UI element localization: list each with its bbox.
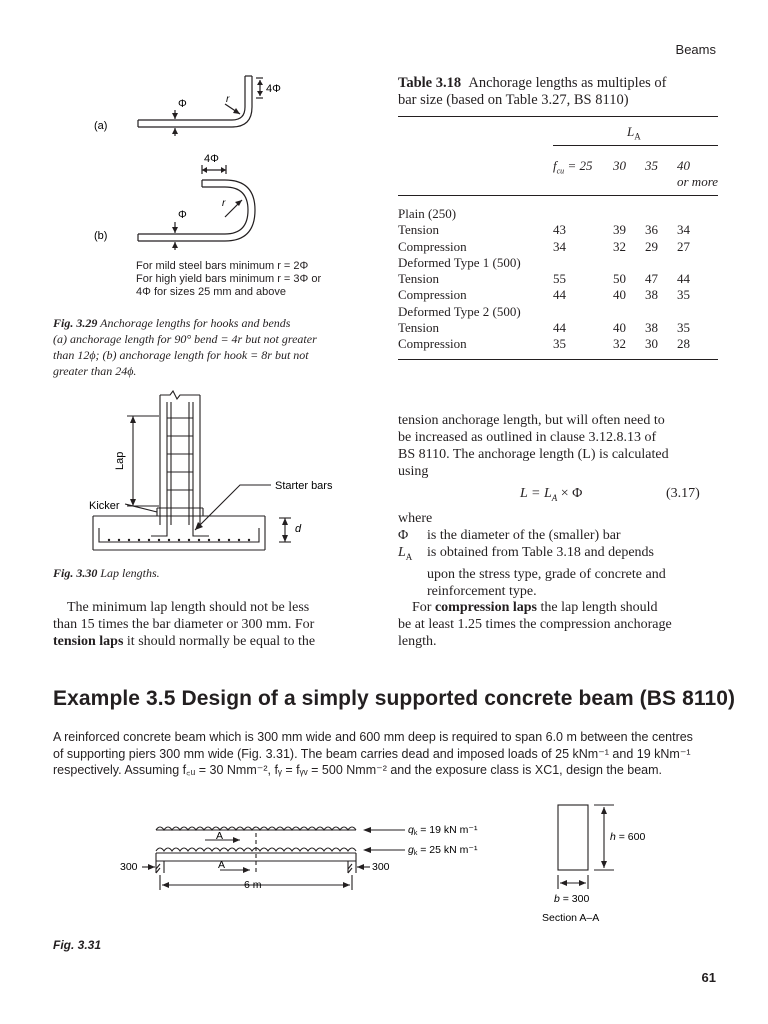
row-label: Deformed Type 2 (500) [398, 303, 521, 319]
fig-3-29-caption [53, 315, 373, 379]
row-label: Tension [398, 320, 439, 336]
h-value: = 600 [615, 831, 646, 843]
fig-3-29-note [136, 260, 321, 299]
label-b: (b) [94, 230, 108, 242]
example-line: of supporting piers 300 mm wide (Fig. 3.31). The beam carries dead and imposed loads of 25 kNm⁻¹ and 19 kNm⁻¹ [53, 746, 691, 761]
def-symbol: Φ [398, 528, 409, 543]
para-line: tension anchorage length, but will often need to [398, 413, 665, 428]
table-cell: 32 [613, 336, 626, 352]
col-header-note: or more [677, 174, 719, 189]
table-row [398, 222, 718, 238]
table-title-text: Anchorage lengths as multiples of [468, 75, 667, 91]
fcu-value: = 25 [564, 158, 593, 173]
row-label: Compression [398, 238, 467, 254]
table-cell: 39 [613, 222, 626, 238]
caption-number: Fig. 3.29 [53, 316, 98, 330]
example-line: respectively. Assuming f꜀ᵤ = 30 Nmm⁻², fᵧ = fᵧᵥ = 500 Nmm⁻² and the exposure class is XC1, design the beam. [53, 763, 663, 777]
left-support-width: 300 [120, 861, 138, 873]
col-header-35: 35 [645, 158, 658, 173]
table-cell: 44 [553, 287, 566, 303]
b-symbol: b [554, 893, 560, 905]
note-line: For mild steel bars minimum r = 2Φ [136, 260, 309, 272]
row-label: Plain (250) [398, 206, 457, 221]
def-text: upon the stress type, grade of concrete and [427, 566, 666, 582]
fcu-symbol: f [553, 158, 557, 173]
para-line: be increased as outlined in clause 3.12.8.13 of [398, 430, 657, 445]
section-a-bottom: A [218, 859, 226, 871]
fig-3-31-drawing [110, 795, 720, 930]
equation-number: (3.17) [666, 486, 700, 501]
section-label: Section A–A [542, 912, 600, 924]
running-header: Beams [675, 42, 716, 57]
fig-3-30-caption [53, 565, 160, 581]
col-header-30: 30 [613, 158, 626, 173]
caption-text: greater than 24ϕ. [53, 364, 137, 378]
para-text: it should normally be equal to the [123, 634, 316, 649]
fcu-subscript: cu [556, 166, 565, 176]
table-cell: 47 [645, 271, 658, 287]
table-row [398, 320, 718, 336]
def-text: reinforcement type. [427, 583, 537, 599]
four-phi-a-label: 4Φ [266, 83, 281, 95]
example-text [53, 729, 723, 779]
b-value: = 300 [559, 893, 590, 905]
table-row [398, 287, 718, 303]
table-cell: 40 [613, 287, 626, 303]
table-cell: 35 [677, 287, 690, 303]
table-cell: 27 [677, 238, 690, 254]
r-a-label: r [226, 94, 230, 105]
note-line: 4Φ for sizes 25 mm and above [136, 286, 287, 298]
fig-3-30-drawing [85, 390, 365, 555]
four-phi-b-label: 4Φ [204, 153, 219, 165]
la-rule [553, 145, 718, 146]
example-line: A reinforced concrete beam which is 300 mm wide and 600 mm deep is required to span 6.0 m between the centres [53, 730, 693, 744]
span-label: 6 m [244, 879, 262, 891]
gk-label [408, 844, 478, 857]
caption-text: (a) anchorage length for 90° bend = 4r but not greater [53, 332, 317, 346]
para-text: For [412, 600, 435, 615]
row-label: Compression [398, 336, 467, 352]
table-row [398, 206, 718, 222]
fig-3-31-caption: Fig. 3.31 [53, 938, 102, 952]
d-label: d [295, 523, 302, 535]
phi-b-label: Φ [178, 209, 187, 221]
note-line: For high yield bars minimum r = 3Φ or [136, 273, 322, 285]
caption-number: Fig. 3.30 [53, 566, 98, 580]
qk-symbol: q [408, 824, 414, 836]
width-label [554, 893, 589, 905]
table-cell: 38 [645, 320, 658, 336]
table-cell: 36 [645, 222, 658, 238]
table-row [398, 336, 718, 352]
table-top-rule [398, 116, 718, 117]
qk-value: = 19 kN m⁻¹ [417, 824, 478, 836]
para-line: The minimum lap length should not be less [67, 600, 310, 615]
table-cell: 55 [553, 271, 566, 287]
where-label: where [398, 511, 433, 526]
kicker-label: Kicker [89, 500, 120, 512]
gk-value: = 25 kN m⁻¹ [417, 844, 478, 856]
page-number: 61 [701, 970, 716, 985]
la-header [627, 124, 641, 145]
right-support-width: 300 [372, 861, 390, 873]
equation-sub: A [551, 492, 558, 503]
table-cell: 43 [553, 222, 566, 238]
para-text: the lap length should [537, 600, 658, 615]
compression-paragraph [398, 599, 718, 650]
row-label: Tension [398, 222, 439, 238]
table-row [398, 304, 718, 320]
row-label: Tension [398, 271, 439, 287]
table-cell: 30 [645, 336, 658, 352]
section-a-top: A [216, 830, 224, 842]
table-cell: 40 [613, 320, 626, 336]
gk-symbol: g [408, 844, 414, 856]
table-title-text: bar size (based on Table 3.27, BS 8110) [398, 92, 629, 108]
col-header-40: 40 [677, 158, 690, 173]
def-text: is the diameter of the (smaller) bar [427, 528, 621, 543]
table-cell: 44 [677, 271, 690, 287]
para-line: than 15 times the bar diameter or 300 mm. For [53, 617, 315, 632]
starter-bars-label: Starter bars [275, 480, 333, 492]
para-line: length. [398, 634, 437, 649]
def-text: is obtained from Table 3.18 and depends [427, 545, 654, 560]
example-heading: Example 3.5 Design of a simply supported concrete beam (BS 8110) [53, 687, 736, 710]
table-header-rule [398, 195, 718, 196]
row-label: Deformed Type 1 (500) [398, 254, 521, 270]
la-subscript: A [634, 131, 641, 142]
la-symbol: L [627, 124, 635, 139]
equation-lhs: L = L [520, 486, 552, 501]
bold-term: compression laps [434, 600, 537, 615]
r-b-label: r [222, 198, 226, 209]
definition-phi [398, 527, 718, 544]
table-cell: 44 [553, 320, 566, 336]
para-line: be at least 1.25 times the compression anchorage [398, 617, 672, 632]
table-cell: 34 [677, 222, 690, 238]
lap-label: Lap [114, 451, 126, 470]
table-cell: 32 [613, 238, 626, 254]
caption-text: than 12ϕ; (b) anchorage length for hook = 8r but not [53, 348, 309, 362]
para-line: BS 8110. The anchorage length (L) is calculated [398, 447, 669, 462]
table-cell: 34 [553, 238, 566, 254]
equation-3-17 [520, 486, 582, 503]
fcu-header [553, 158, 592, 180]
table-cell: 29 [645, 238, 658, 254]
h-symbol: h [610, 831, 616, 843]
definition-la [398, 544, 718, 566]
caption-text: Lap lengths. [97, 566, 160, 580]
table-row [398, 271, 718, 287]
table-cell: 35 [677, 320, 690, 336]
para-line: using [398, 464, 429, 479]
table-body [398, 206, 718, 353]
phi-a-label: Φ [178, 98, 187, 110]
equation-rhs: × Φ [557, 486, 583, 501]
table-bottom-rule [398, 359, 718, 360]
row-label: Compression [398, 287, 467, 303]
table-3-18-title [398, 75, 718, 109]
caption-text: Anchorage lengths for hooks and bends [97, 316, 291, 330]
where-block [398, 510, 718, 600]
gk-subscript: k [413, 850, 418, 857]
table-cell: 38 [645, 287, 658, 303]
table-cell: 50 [613, 271, 626, 287]
def-subscript: A [405, 551, 413, 562]
table-row [398, 239, 718, 255]
label-a: (a) [94, 120, 108, 132]
bold-term: tension laps [53, 634, 124, 649]
height-label [610, 831, 645, 843]
right-paragraph [398, 412, 718, 480]
table-number: Table 3.18 [398, 75, 462, 91]
table-cell: 28 [677, 336, 690, 352]
qk-subscript: k [413, 830, 418, 837]
table-row [398, 255, 718, 271]
def-symbol: L [398, 545, 406, 560]
qk-label [408, 824, 478, 837]
left-paragraph [53, 599, 373, 650]
table-cell: 35 [553, 336, 566, 352]
